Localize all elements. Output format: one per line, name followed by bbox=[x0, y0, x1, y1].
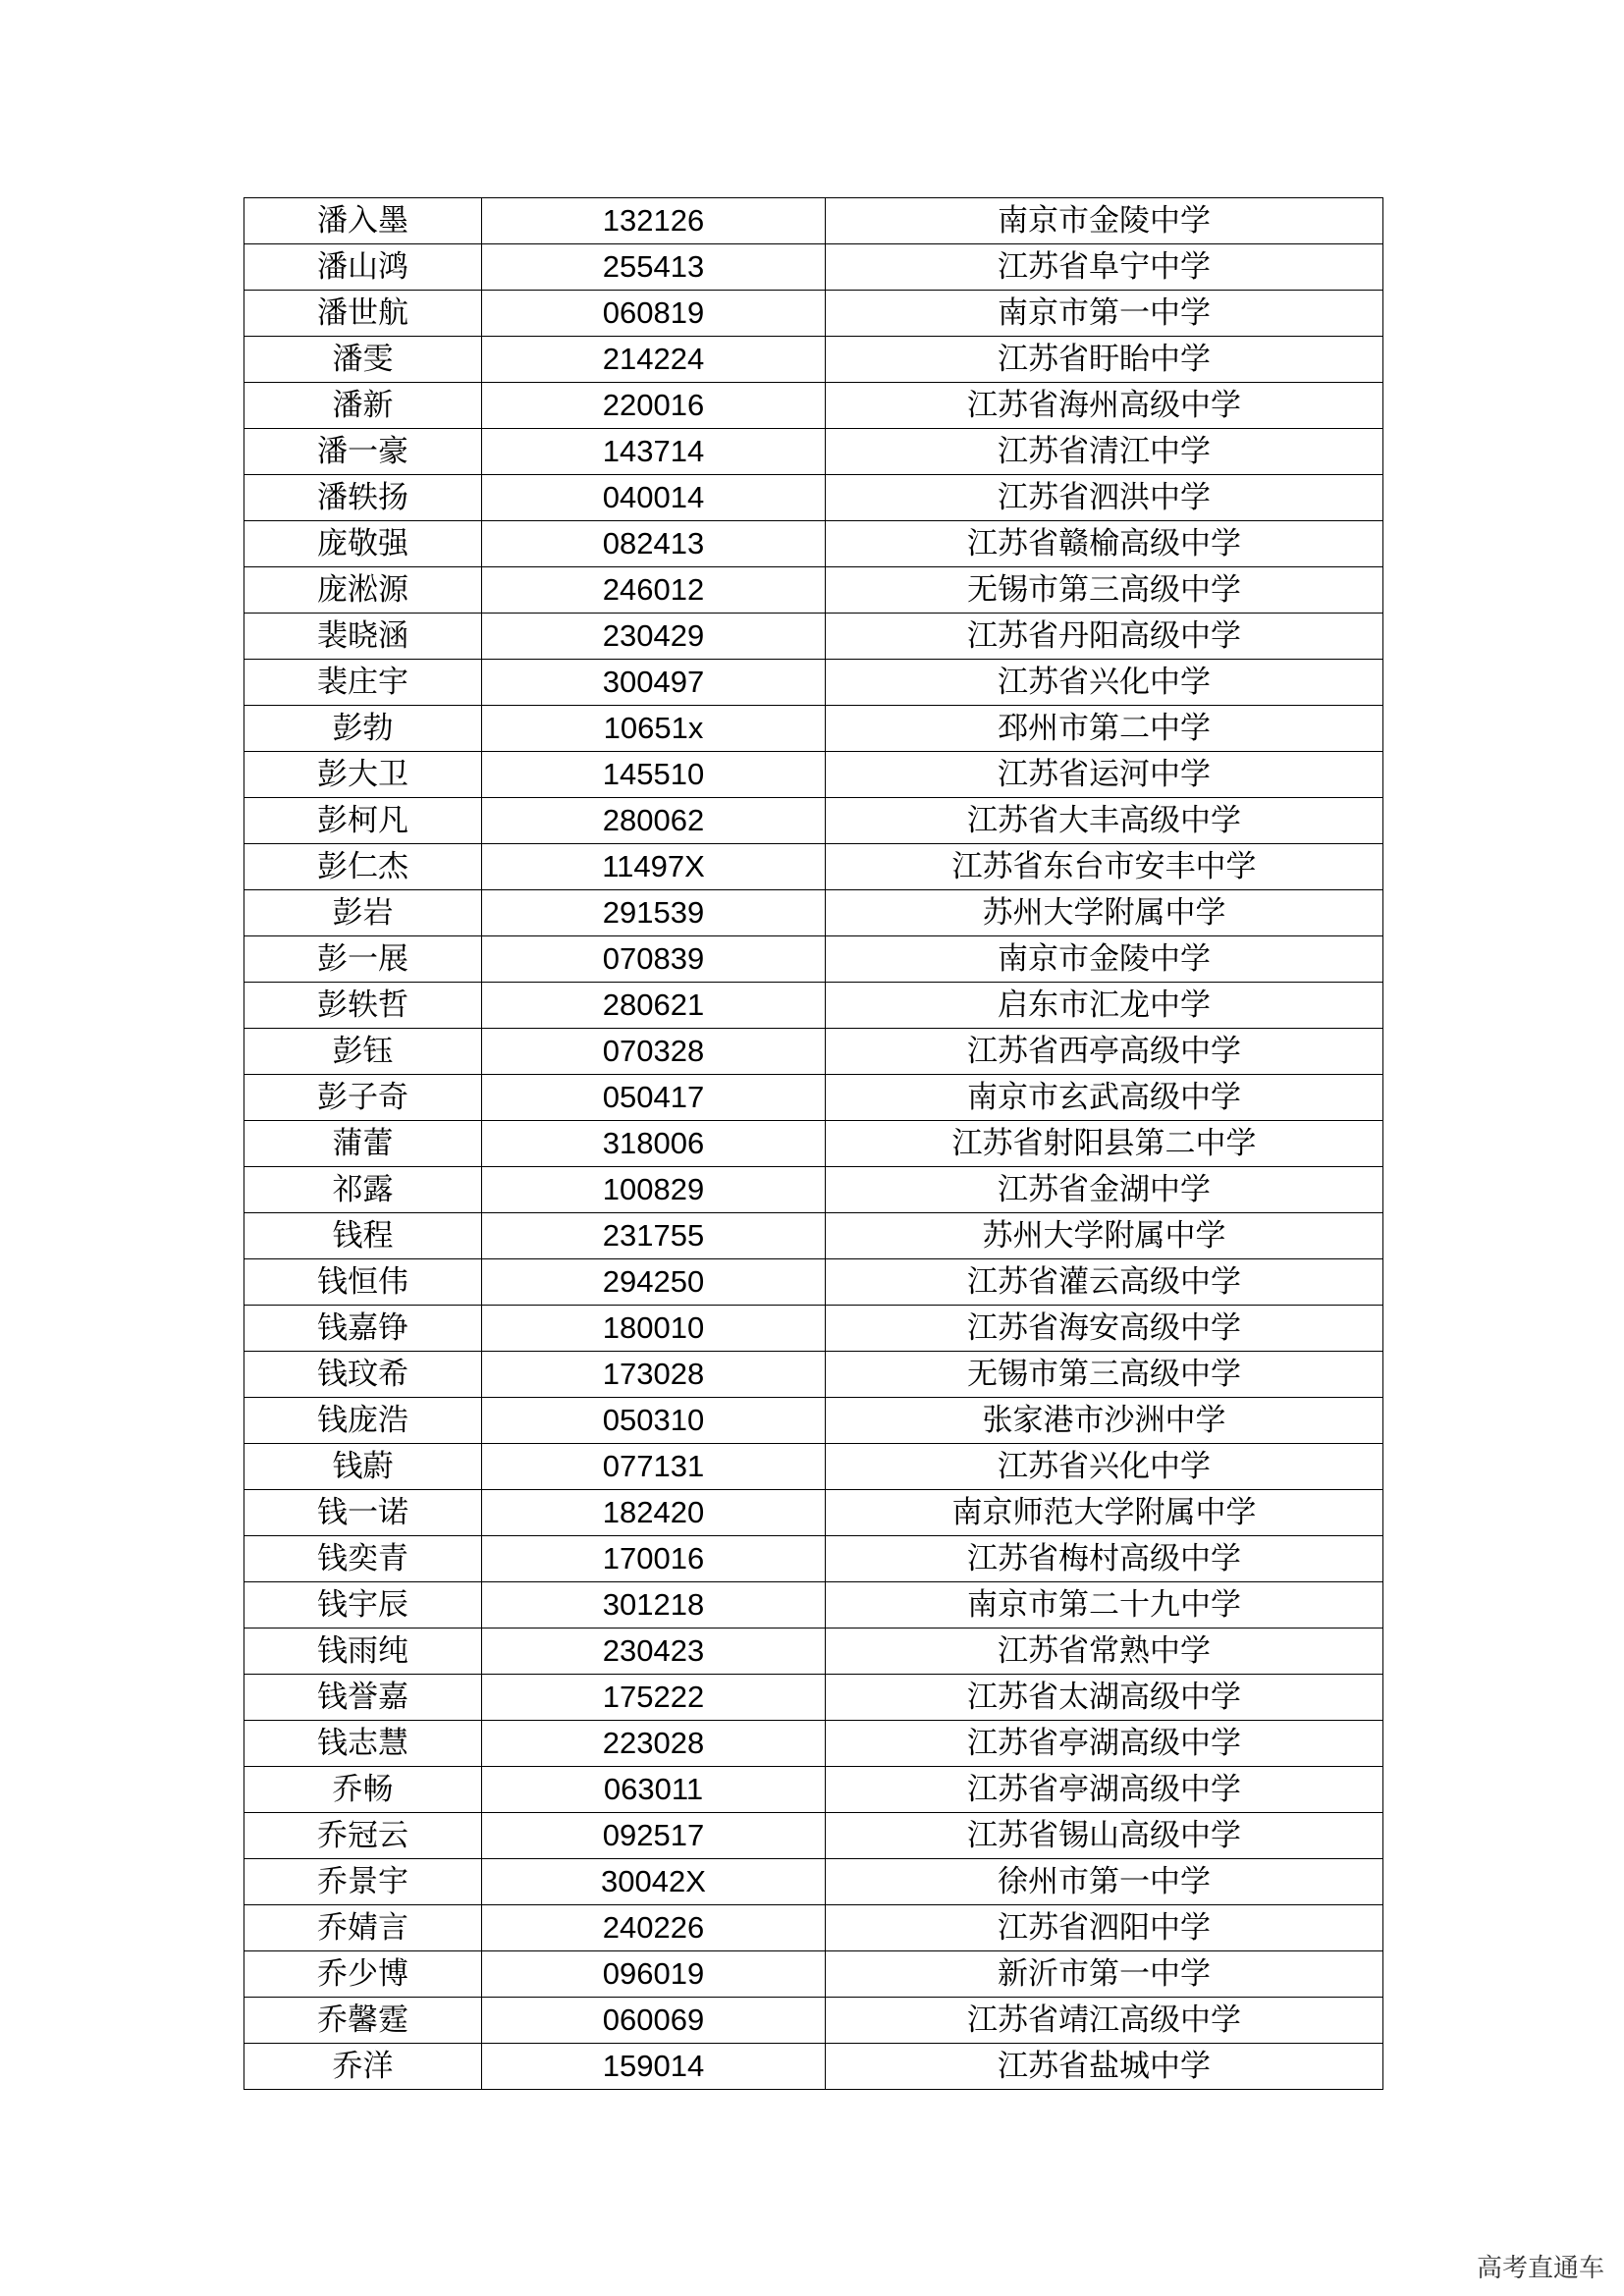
school-name-cell: 江苏省泗阳中学 bbox=[826, 1905, 1383, 1951]
school-name-cell: 江苏省灌云高级中学 bbox=[826, 1259, 1383, 1306]
student-id-cell: 063011 bbox=[482, 1767, 826, 1813]
school-name-cell: 江苏省海州高级中学 bbox=[826, 383, 1383, 429]
table-row bbox=[244, 1998, 1383, 2044]
student-id-cell: 050310 bbox=[482, 1398, 826, 1444]
school-name-cell: 江苏省清江中学 bbox=[826, 429, 1383, 475]
student-name-cell: 蒲蕾 bbox=[244, 1121, 482, 1167]
student-name-cell: 乔畅 bbox=[244, 1767, 482, 1813]
student-id-cell: 040014 bbox=[482, 475, 826, 521]
student-name-cell: 乔馨霆 bbox=[244, 1998, 482, 2044]
student-name-cell: 彭勃 bbox=[244, 706, 482, 752]
table-row bbox=[244, 614, 1383, 660]
school-name-cell: 邳州市第二中学 bbox=[826, 706, 1383, 752]
student-id-cell: 159014 bbox=[482, 2044, 826, 2090]
student-name-cell: 彭子奇 bbox=[244, 1075, 482, 1121]
school-name-cell: 江苏省兴化中学 bbox=[826, 1444, 1383, 1490]
table-row bbox=[244, 1582, 1383, 1629]
table-row bbox=[244, 1444, 1383, 1490]
table-row bbox=[244, 1075, 1383, 1121]
student-name-cell: 钱蔚 bbox=[244, 1444, 482, 1490]
table-row bbox=[244, 1398, 1383, 1444]
table-row bbox=[244, 1306, 1383, 1352]
student-name-cell: 乔景宇 bbox=[244, 1859, 482, 1905]
table-row bbox=[244, 1259, 1383, 1306]
student-name-cell: 裴晓涵 bbox=[244, 614, 482, 660]
student-id-cell: 070839 bbox=[482, 936, 826, 983]
school-name-cell: 江苏省盱眙中学 bbox=[826, 337, 1383, 383]
table-row bbox=[244, 1167, 1383, 1213]
school-name-cell: 江苏省金湖中学 bbox=[826, 1167, 1383, 1213]
school-name-cell: 南京市第一中学 bbox=[826, 291, 1383, 337]
table-row bbox=[244, 1859, 1383, 1905]
table-row bbox=[244, 429, 1383, 475]
student-id-cell: 10651x bbox=[482, 706, 826, 752]
student-id-cell: 214224 bbox=[482, 337, 826, 383]
school-name-cell: 启东市汇龙中学 bbox=[826, 983, 1383, 1029]
school-name-cell: 江苏省锡山高级中学 bbox=[826, 1813, 1383, 1859]
school-name-cell: 南京市金陵中学 bbox=[826, 198, 1383, 244]
student-name-cell: 潘轶扬 bbox=[244, 475, 482, 521]
school-name-cell: 江苏省阜宁中学 bbox=[826, 244, 1383, 291]
student-name-cell: 彭一展 bbox=[244, 936, 482, 983]
student-id-cell: 077131 bbox=[482, 1444, 826, 1490]
table-row bbox=[244, 475, 1383, 521]
school-name-cell: 江苏省太湖高级中学 bbox=[826, 1675, 1383, 1721]
student-name-cell: 钱玟希 bbox=[244, 1352, 482, 1398]
school-name-cell: 江苏省东台市安丰中学 bbox=[826, 844, 1383, 890]
student-id-cell: 280062 bbox=[482, 798, 826, 844]
student-id-cell: 145510 bbox=[482, 752, 826, 798]
student-name-cell: 乔婧言 bbox=[244, 1905, 482, 1951]
student-name-cell: 祁露 bbox=[244, 1167, 482, 1213]
school-name-cell: 江苏省亭湖高级中学 bbox=[826, 1767, 1383, 1813]
table-row bbox=[244, 1029, 1383, 1075]
student-name-cell: 彭仁杰 bbox=[244, 844, 482, 890]
student-name-cell: 裴庄宇 bbox=[244, 660, 482, 706]
watermark-text: 高考直通车 bbox=[1476, 2254, 1604, 2283]
table-row bbox=[244, 1352, 1383, 1398]
student-name-cell: 钱一诺 bbox=[244, 1490, 482, 1536]
student-name-cell: 彭钰 bbox=[244, 1029, 482, 1075]
student-name-cell: 彭大卫 bbox=[244, 752, 482, 798]
student-name-cell: 彭柯凡 bbox=[244, 798, 482, 844]
table-row bbox=[244, 1675, 1383, 1721]
school-name-cell: 南京师范大学附属中学 bbox=[826, 1490, 1383, 1536]
school-name-cell: 苏州大学附属中学 bbox=[826, 1213, 1383, 1259]
table-row bbox=[244, 337, 1383, 383]
school-name-cell: 江苏省运河中学 bbox=[826, 752, 1383, 798]
school-name-cell: 无锡市第三高级中学 bbox=[826, 1352, 1383, 1398]
student-name-cell: 潘新 bbox=[244, 383, 482, 429]
table-row bbox=[244, 1767, 1383, 1813]
student-table bbox=[244, 197, 1383, 2090]
table-row bbox=[244, 521, 1383, 567]
table-row bbox=[244, 244, 1383, 291]
student-name-cell: 彭轶哲 bbox=[244, 983, 482, 1029]
table-row bbox=[244, 752, 1383, 798]
school-name-cell: 江苏省西亭高级中学 bbox=[826, 1029, 1383, 1075]
student-id-cell: 060069 bbox=[482, 1998, 826, 2044]
student-id-cell: 300497 bbox=[482, 660, 826, 706]
student-name-cell: 钱程 bbox=[244, 1213, 482, 1259]
table-row bbox=[244, 1905, 1383, 1951]
student-name-cell: 潘入墨 bbox=[244, 198, 482, 244]
student-id-cell: 082413 bbox=[482, 521, 826, 567]
school-name-cell: 江苏省大丰高级中学 bbox=[826, 798, 1383, 844]
student-name-cell: 潘雯 bbox=[244, 337, 482, 383]
table-row bbox=[244, 1721, 1383, 1767]
student-name-cell: 钱雨纯 bbox=[244, 1629, 482, 1675]
school-name-cell: 江苏省海安高级中学 bbox=[826, 1306, 1383, 1352]
student-id-cell: 143714 bbox=[482, 429, 826, 475]
table-row bbox=[244, 383, 1383, 429]
table-row bbox=[244, 844, 1383, 890]
student-name-cell: 乔洋 bbox=[244, 2044, 482, 2090]
student-id-cell: 220016 bbox=[482, 383, 826, 429]
student-id-cell: 230423 bbox=[482, 1629, 826, 1675]
table-row bbox=[244, 983, 1383, 1029]
table-row bbox=[244, 1951, 1383, 1998]
school-name-cell: 南京市金陵中学 bbox=[826, 936, 1383, 983]
school-name-cell: 无锡市第三高级中学 bbox=[826, 567, 1383, 614]
table-row bbox=[244, 2044, 1383, 2090]
school-name-cell: 江苏省梅村高级中学 bbox=[826, 1536, 1383, 1582]
school-name-cell: 苏州大学附属中学 bbox=[826, 890, 1383, 936]
table-row bbox=[244, 1121, 1383, 1167]
student-name-cell: 钱恒伟 bbox=[244, 1259, 482, 1306]
school-name-cell: 江苏省赣榆高级中学 bbox=[826, 521, 1383, 567]
student-name-cell: 潘山鸿 bbox=[244, 244, 482, 291]
student-name-cell: 钱奕青 bbox=[244, 1536, 482, 1582]
student-id-cell: 170016 bbox=[482, 1536, 826, 1582]
table-row bbox=[244, 890, 1383, 936]
student-id-cell: 240226 bbox=[482, 1905, 826, 1951]
student-id-cell: 318006 bbox=[482, 1121, 826, 1167]
school-name-cell: 江苏省兴化中学 bbox=[826, 660, 1383, 706]
student-id-cell: 301218 bbox=[482, 1582, 826, 1629]
student-id-cell: 255413 bbox=[482, 244, 826, 291]
student-id-cell: 180010 bbox=[482, 1306, 826, 1352]
student-name-cell: 潘世航 bbox=[244, 291, 482, 337]
student-id-cell: 060819 bbox=[482, 291, 826, 337]
student-name-cell: 钱志慧 bbox=[244, 1721, 482, 1767]
table-row bbox=[244, 936, 1383, 983]
student-id-cell: 092517 bbox=[482, 1813, 826, 1859]
table-row bbox=[244, 567, 1383, 614]
student-name-cell: 乔冠云 bbox=[244, 1813, 482, 1859]
school-name-cell: 张家港市沙洲中学 bbox=[826, 1398, 1383, 1444]
student-name-cell: 钱宇辰 bbox=[244, 1582, 482, 1629]
student-id-cell: 230429 bbox=[482, 614, 826, 660]
school-name-cell: 江苏省亭湖高级中学 bbox=[826, 1721, 1383, 1767]
school-name-cell: 江苏省常熟中学 bbox=[826, 1629, 1383, 1675]
table-row bbox=[244, 1813, 1383, 1859]
student-id-cell: 11497X bbox=[482, 844, 826, 890]
school-name-cell: 南京市第二十九中学 bbox=[826, 1582, 1383, 1629]
student-id-cell: 291539 bbox=[482, 890, 826, 936]
student-id-cell: 132126 bbox=[482, 198, 826, 244]
school-name-cell: 江苏省丹阳高级中学 bbox=[826, 614, 1383, 660]
school-name-cell: 南京市玄武高级中学 bbox=[826, 1075, 1383, 1121]
table-row bbox=[244, 198, 1383, 244]
student-id-cell: 30042X bbox=[482, 1859, 826, 1905]
student-id-cell: 175222 bbox=[482, 1675, 826, 1721]
student-id-cell: 096019 bbox=[482, 1951, 826, 1998]
student-id-cell: 182420 bbox=[482, 1490, 826, 1536]
table-row bbox=[244, 1629, 1383, 1675]
school-name-cell: 新沂市第一中学 bbox=[826, 1951, 1383, 1998]
student-name-cell: 钱誉嘉 bbox=[244, 1675, 482, 1721]
school-name-cell: 江苏省泗洪中学 bbox=[826, 475, 1383, 521]
school-name-cell: 江苏省靖江高级中学 bbox=[826, 1998, 1383, 2044]
student-name-cell: 钱庞浩 bbox=[244, 1398, 482, 1444]
student-id-cell: 246012 bbox=[482, 567, 826, 614]
student-id-cell: 100829 bbox=[482, 1167, 826, 1213]
student-id-cell: 294250 bbox=[482, 1259, 826, 1306]
table-row bbox=[244, 1536, 1383, 1582]
student-id-cell: 050417 bbox=[482, 1075, 826, 1121]
table-row bbox=[244, 660, 1383, 706]
student-table-body bbox=[244, 198, 1383, 2090]
school-name-cell: 江苏省射阳县第二中学 bbox=[826, 1121, 1383, 1167]
student-id-cell: 070328 bbox=[482, 1029, 826, 1075]
student-id-cell: 223028 bbox=[482, 1721, 826, 1767]
student-id-cell: 280621 bbox=[482, 983, 826, 1029]
student-name-cell: 潘一豪 bbox=[244, 429, 482, 475]
student-name-cell: 彭岩 bbox=[244, 890, 482, 936]
school-name-cell: 江苏省盐城中学 bbox=[826, 2044, 1383, 2090]
table-row bbox=[244, 798, 1383, 844]
table-row bbox=[244, 1213, 1383, 1259]
student-name-cell: 庞淞源 bbox=[244, 567, 482, 614]
student-id-cell: 173028 bbox=[482, 1352, 826, 1398]
student-id-cell: 231755 bbox=[482, 1213, 826, 1259]
student-name-cell: 钱嘉铮 bbox=[244, 1306, 482, 1352]
table-row bbox=[244, 706, 1383, 752]
table-row bbox=[244, 1490, 1383, 1536]
table-row bbox=[244, 291, 1383, 337]
student-name-cell: 庞敬强 bbox=[244, 521, 482, 567]
student-name-cell: 乔少博 bbox=[244, 1951, 482, 1998]
school-name-cell: 徐州市第一中学 bbox=[826, 1859, 1383, 1905]
